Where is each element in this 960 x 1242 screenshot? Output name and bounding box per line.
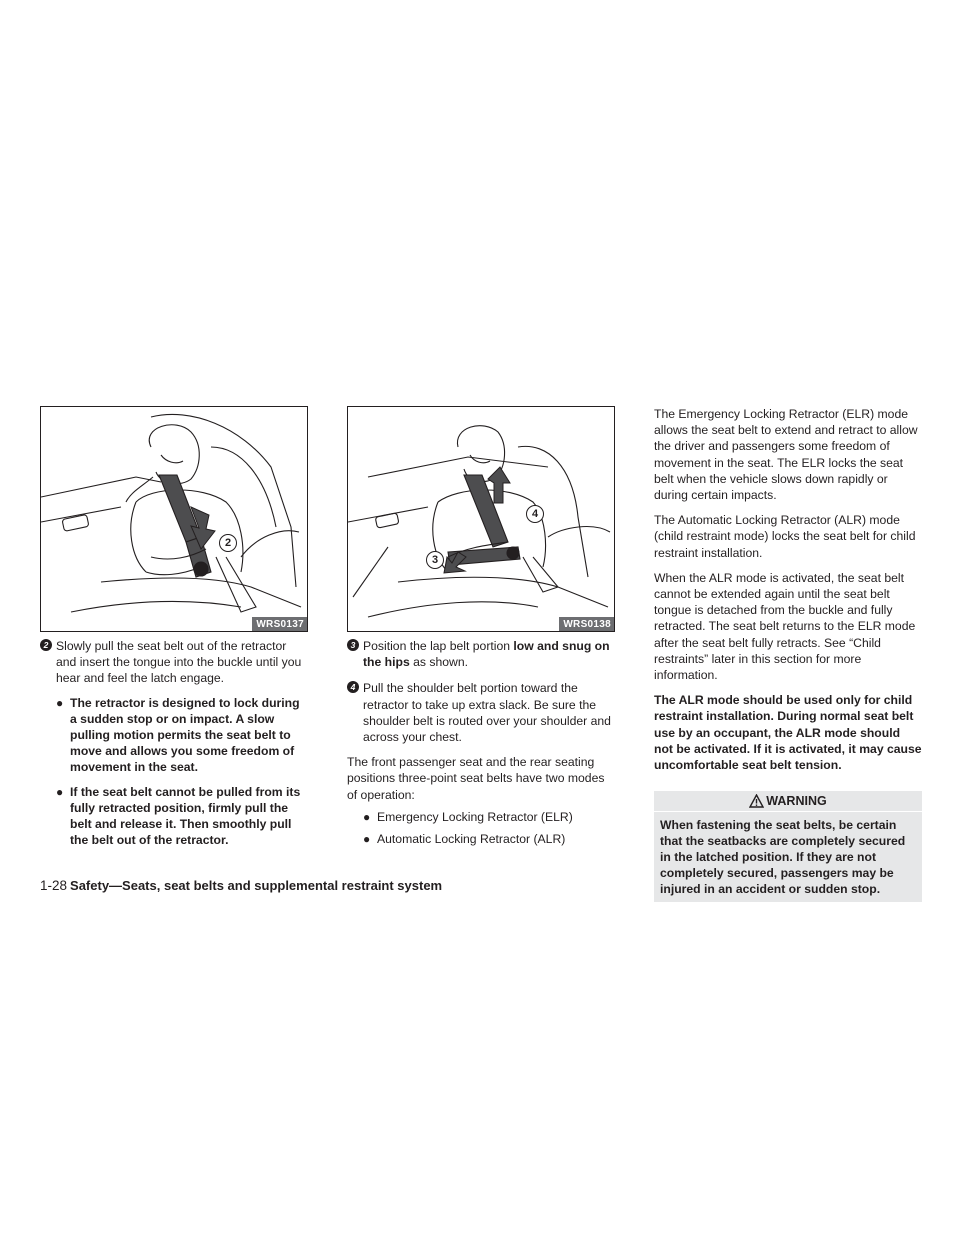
- column-3: [654, 406, 922, 902]
- mode-text: Emergency Locking Retractor (ELR): [377, 809, 573, 824]
- alr-activated-paragraph: When the ALR mode is activated, the seat belt cannot be extended again until the seat belt tongue is detached from the buckle and fully retracted. The seat belt returns to the ELR mode after the seat belt fully retracts. See “Child restraints” later in this section for more information.: [654, 570, 916, 683]
- step-2: [40, 638, 308, 687]
- step-4: [347, 680, 615, 745]
- step-3-text-end: as shown.: [409, 655, 468, 670]
- column-2: [347, 406, 615, 847]
- bullet-retractor-lock: [40, 695, 308, 776]
- callout-2: 2: [219, 534, 237, 552]
- warning-text: When fastening the seat belts, be certain that the seatbacks are completely secured in the latched position. If they are not completely secured, passengers may be injured in an accident or sudden stop.: [660, 818, 906, 897]
- warning-icon: [749, 794, 764, 808]
- modes-intro: The front passenger seat and the rear seating positions three-point seat belts have two modes of operation:: [347, 755, 605, 802]
- step-number-icon: 3: [347, 639, 359, 651]
- warning-title: WARNING: [766, 794, 827, 809]
- bullet-dot-icon: ●: [56, 784, 64, 799]
- column-1: [40, 406, 308, 848]
- mode-alr: [347, 831, 615, 847]
- step-number-icon: 2: [40, 639, 52, 651]
- seatbelt-illustration-1: [41, 407, 307, 631]
- seatbelt-illustration-2: [348, 407, 614, 631]
- section-title: Safety—Seats, seat belts and supplemental restraint system: [70, 878, 443, 893]
- bullet-text: If the seat belt cannot be pulled from its fully retracted position, firmly pull the belt and release it. Then smoothly pull the belt out of the retractor.: [70, 784, 301, 848]
- figure-wrs0138: [347, 406, 615, 632]
- elr-paragraph: The Emergency Locking Retractor (ELR) mode allows the seat belt to extend and retract to allow the driver and passengers some freedom of movement in the seat. The ELR locks the seat belt when the vehicle slows down rapidly or during certain impacts.: [654, 407, 918, 503]
- step-3: [347, 638, 615, 670]
- warning-box: [654, 791, 922, 902]
- callout-4: 4: [526, 505, 544, 523]
- step-3-emphasis: low and snug on the hips: [363, 639, 610, 670]
- page-footer: [40, 878, 442, 894]
- bullet-text: The retractor is designed to lock during a sudden stop or on impact. A slow pulling motion permits the seat belt to move and allows you some freedom of movement in the seat.: [70, 695, 300, 775]
- bullet-fully-retracted: [40, 784, 308, 849]
- alr-usage-note: The ALR mode should be used only for child restraint installation. During normal seat belt use by an occupant, the ALR mode should not be activated. If it is activated, it may cause uncomfortable seat belt tension.: [654, 693, 922, 773]
- mode-text: Automatic Locking Retractor (ALR): [377, 832, 566, 847]
- alr-paragraph: The Automatic Locking Retractor (ALR) mode (child restraint mode) locks the seat belt for child restraint installation.: [654, 513, 916, 560]
- bullet-dot-icon: ●: [363, 809, 371, 824]
- bullet-dot-icon: ●: [56, 695, 64, 710]
- step-4-text: Pull the shoulder belt portion toward the retractor to take up extra slack. Be sure the shoulder belt is routed over your shoulder and across your chest.: [363, 681, 611, 745]
- callout-3: 3: [426, 551, 444, 569]
- step-3-text: Position the lap belt portion: [363, 639, 514, 653]
- figure-code: WRS0137: [252, 617, 307, 631]
- mode-elr: [347, 809, 615, 825]
- figure-wrs0137: [40, 406, 308, 632]
- warning-header: [654, 791, 922, 812]
- bullet-dot-icon: ●: [363, 832, 371, 847]
- step-2-text: Slowly pull the seat belt out of the retractor and insert the tongue into the buckle until you hear and feel the latch engage.: [56, 639, 302, 686]
- figure-code: WRS0138: [559, 617, 614, 631]
- page-number: 1-28: [40, 878, 68, 893]
- step-number-icon: 4: [347, 681, 359, 693]
